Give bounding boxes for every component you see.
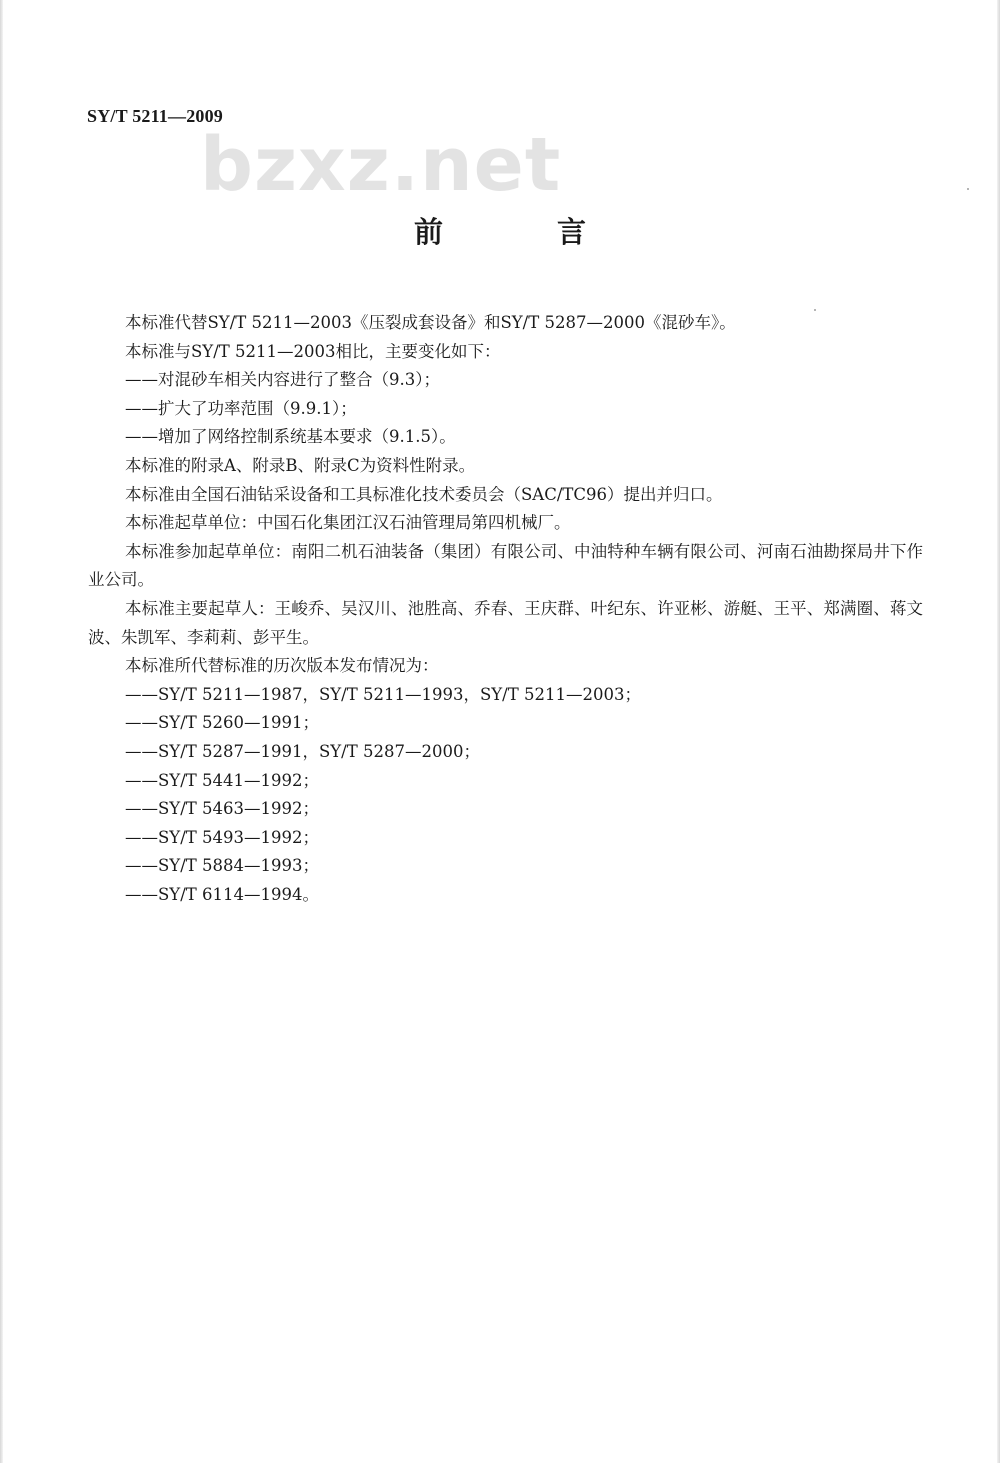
list-item-history: ——SY/T 5884—1993； [125, 856, 319, 876]
paragraph-history-intro: 本标准所代替标准的历次版本发布情况为： [125, 656, 439, 676]
watermark: bzxz.net [200, 122, 562, 208]
paragraph-participating-units: 本标准参加起草单位：南阳二机石油装备（集团）有限公司、中油特种车辆有限公司、河南石油勘探局井下作业公司。 [88, 541, 923, 590]
list-item-history: ——SY/T 5287—1991，SY/T 5287—2000； [125, 741, 480, 761]
list-item-history: ——SY/T 5441—1992； [125, 770, 319, 790]
paragraph-proposed-by: 本标准由全国石油钻采设备和工具标准化技术委员会（SAC/TC96）提出并归口。 [125, 484, 723, 504]
list-item-history: ——SY/T 5493—1992； [125, 827, 319, 847]
paragraph-replaces: 本标准代替SY/T 5211—2003《压裂成套设备》和SY/T 5287—2000《混砂车》。 [125, 313, 736, 332]
scan-speck [967, 188, 969, 190]
list-item-change: ——扩大了功率范围（9.9.1）； [125, 398, 357, 418]
list-item-history: ——SY/T 5260—1991； [125, 713, 319, 733]
paragraph-appendices: 本标准的附录A、附录B、附录C为资料性附录。 [125, 455, 476, 475]
list-item-history: ——SY/T 6114—1994。 [125, 884, 319, 904]
list-item-change: ——增加了网络控制系统基本要求（9.1.5）。 [125, 427, 456, 447]
page-title: 前 言 [413, 215, 639, 249]
list-item-history: ——SY/T 5463—1992； [125, 799, 319, 819]
list-item-change: ——对混砂车相关内容进行了整合（9.3）； [125, 370, 440, 390]
scan-speck [814, 309, 816, 311]
paragraph-changes-intro: 本标准与SY/T 5211—2003相比，主要变化如下： [125, 341, 501, 361]
foreword-body [88, 309, 923, 909]
paragraph-drafting-unit: 本标准起草单位：中国石化集团江汉石油管理局第四机械厂。 [125, 513, 571, 533]
standard-code: SY/T 5211—2009 [87, 106, 223, 126]
list-item-history: ——SY/T 5211—1987，SY/T 5211—1993，SY/T 5211—2003； [125, 684, 641, 704]
paragraph-drafters: 本标准主要起草人：王峻乔、吴汉川、池胜高、乔春、王庆群、叶纪东、许亚彬、游艇、王平、郑满圈、蒋文波、朱凯军、李莉莉、彭平生。 [88, 598, 923, 647]
